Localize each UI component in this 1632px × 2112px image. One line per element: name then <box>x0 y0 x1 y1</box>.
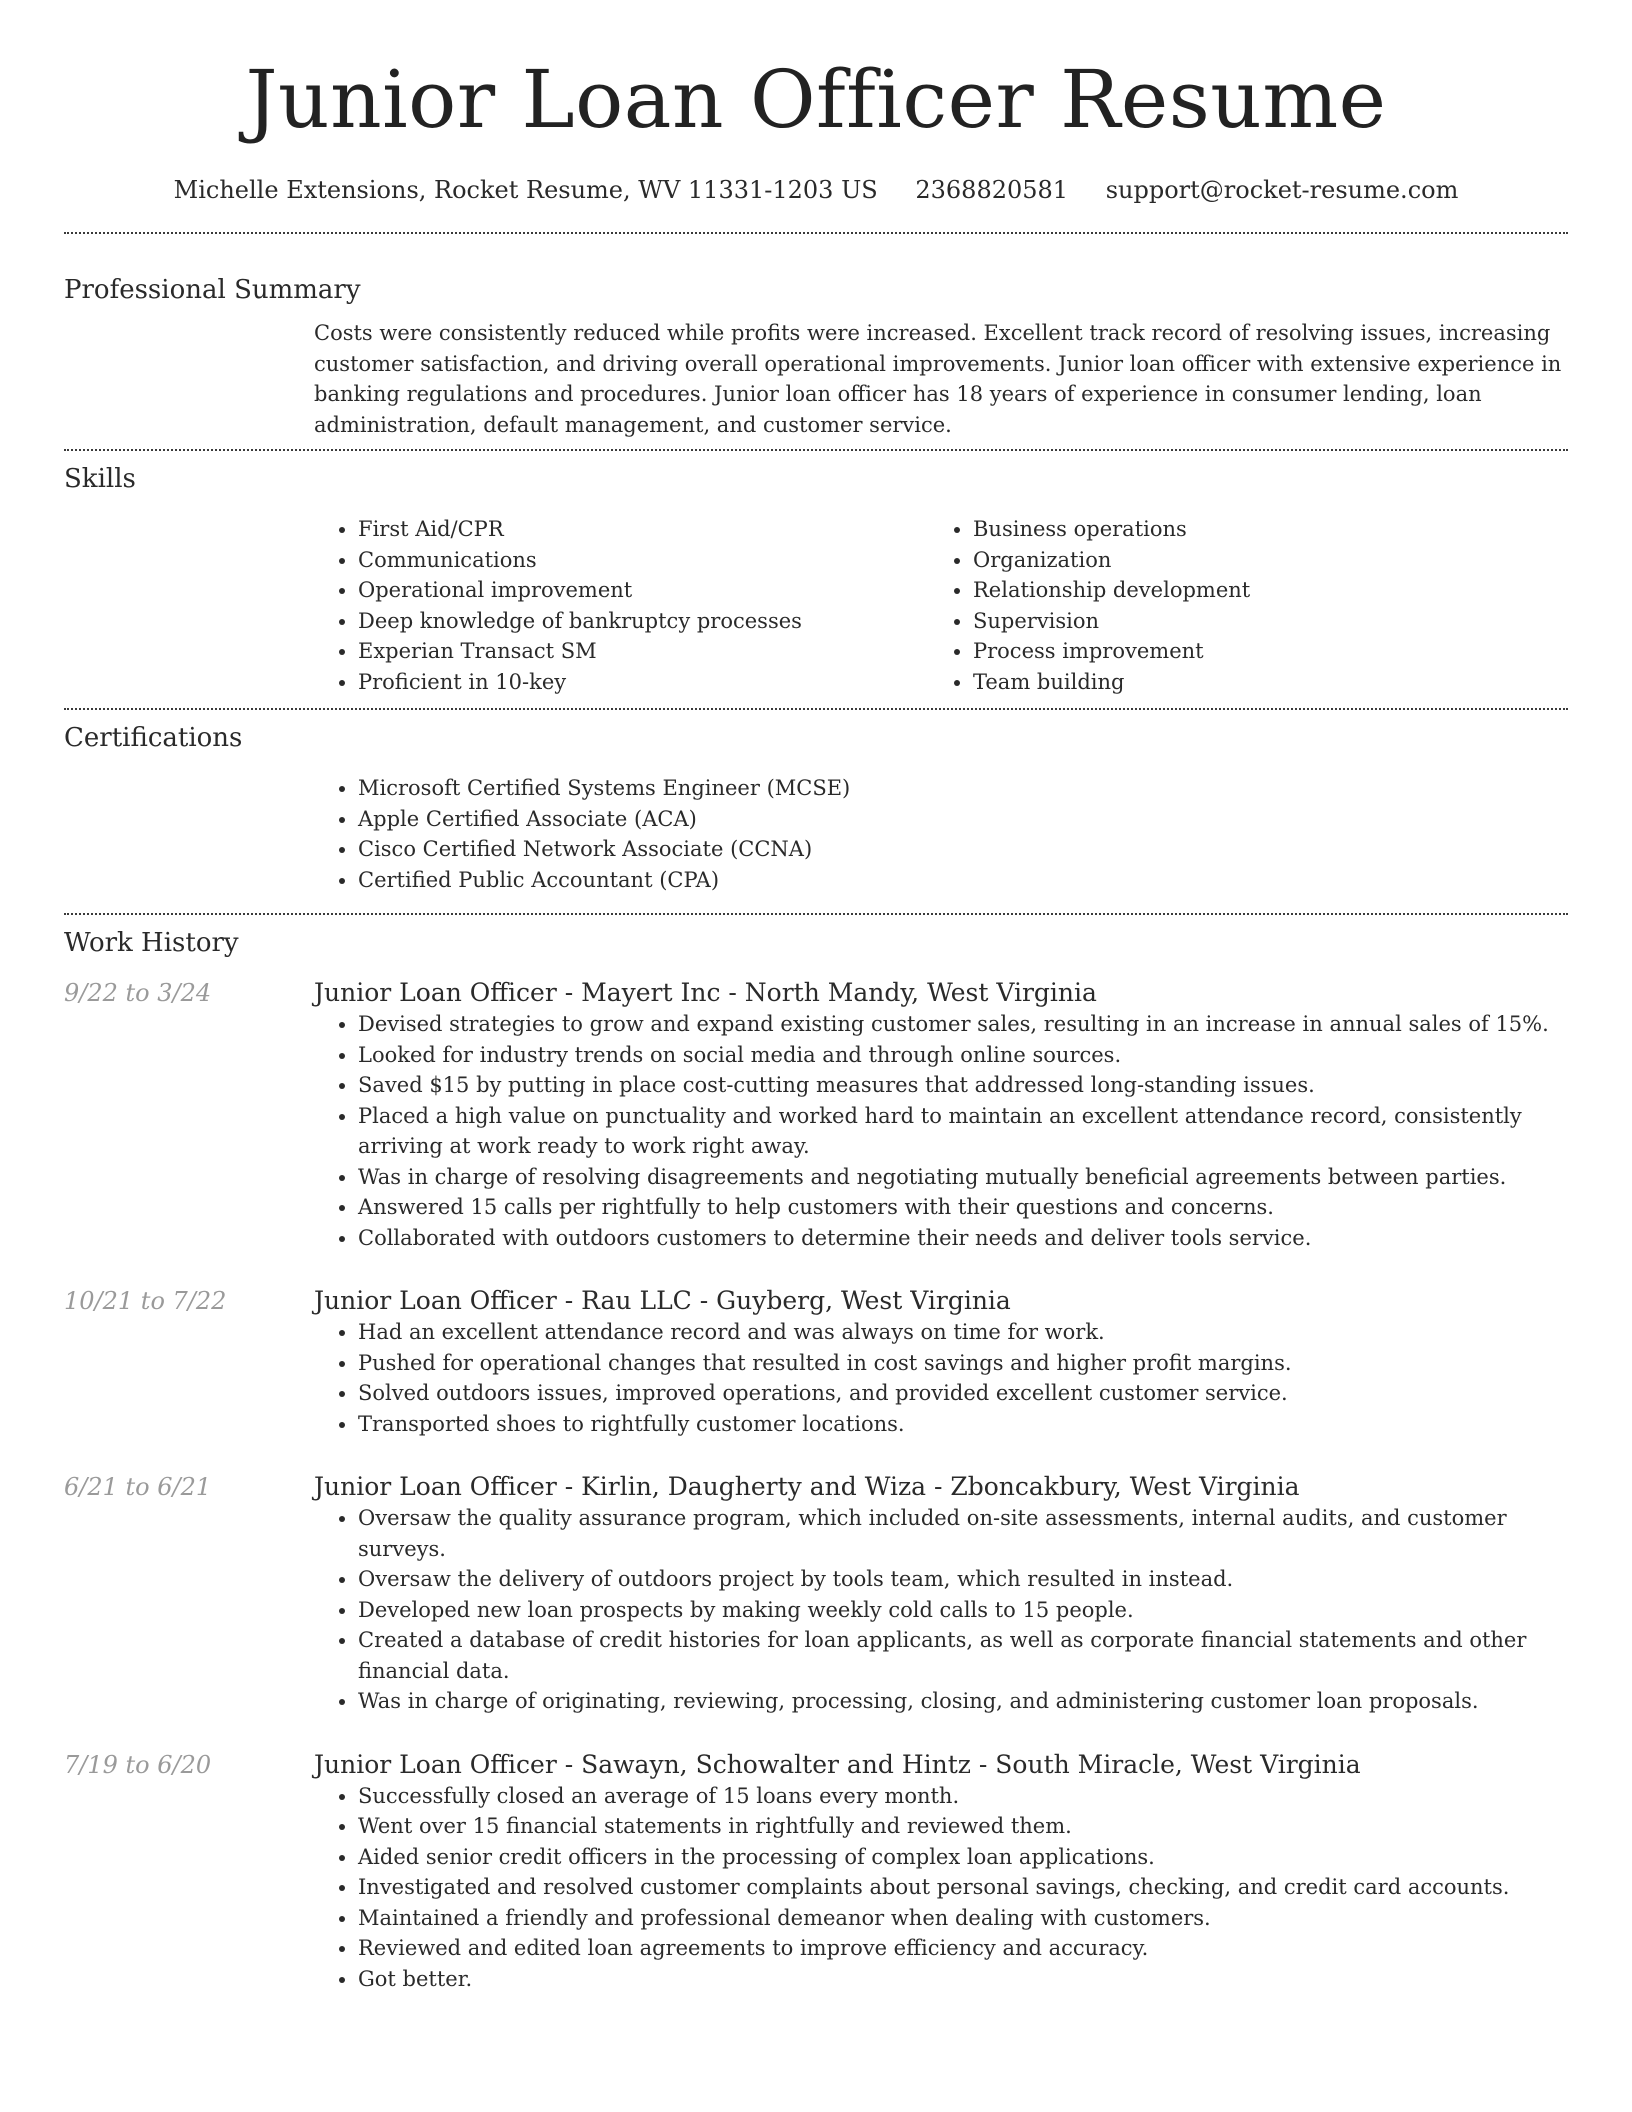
skills-heading: Skills <box>64 464 136 494</box>
job-bullet: • Was in charge of resolving disagreements and negotiating mutually beneficial agreements between parties. <box>358 1162 1568 1193</box>
skill-item: • Supervision <box>973 606 1544 637</box>
job-dates: 9/22 to 3/24 <box>64 979 212 1007</box>
job-details <box>314 1749 1568 1995</box>
job-bullet: • Oversaw the delivery of outdoors project by tools team, which resulted in instead. <box>358 1564 1568 1595</box>
certification-item: • Apple Certified Associate (ACA) <box>358 804 1568 835</box>
page-title: Junior Loan Officer Resume <box>245 53 1387 146</box>
skills-list-right <box>929 514 1544 697</box>
job-bullet: • Had an excellent attendance record and was always on time for work. <box>358 1317 1568 1348</box>
skill-item: • Business operations <box>973 514 1544 545</box>
contact-phone: 2368820581 <box>915 176 1069 204</box>
skill-item: • Process improvement <box>973 636 1544 667</box>
job-bullet: • Saved $15 by putting in place cost-cutting measures that addressed long-standing issues. <box>358 1070 1568 1101</box>
job-bullet: • Transported shoes to rightfully customer locations. <box>358 1409 1568 1440</box>
certifications-list <box>314 773 1568 895</box>
job-bullet: • Investigated and resolved customer complaints about personal savings, checking, and credit card accounts. <box>358 1872 1568 1903</box>
skill-item: • Operational improvement <box>358 575 929 606</box>
section-divider <box>64 708 1568 710</box>
skill-item: • Proficient in 10-key <box>358 667 929 698</box>
work-history-heading: Work History <box>64 928 239 958</box>
job-dates: 6/21 to 6/21 <box>64 1473 212 1501</box>
job-bullet: • Developed new loan prospects by making weekly cold calls to 15 people. <box>358 1595 1568 1626</box>
job-bullets <box>314 1009 1568 1253</box>
skills-list-left <box>314 514 929 697</box>
job-dates: 7/19 to 6/20 <box>64 1750 212 1779</box>
section-divider <box>64 232 1568 234</box>
job-bullet: • Went over 15 financial statements in rightfully and reviewed them. <box>358 1811 1568 1842</box>
skill-item: • Deep knowledge of bankruptcy processes <box>358 606 929 637</box>
job-bullet: • Aided senior credit officers in the processing of complex loan applications. <box>358 1842 1568 1873</box>
job-bullets <box>314 1503 1568 1717</box>
certifications-heading: Certifications <box>64 723 243 753</box>
job-entry <box>64 1471 1568 1717</box>
job-entry <box>64 1749 1568 1995</box>
job-bullet: • Reviewed and edited loan agreements to improve efficiency and accuracy. <box>358 1933 1568 1964</box>
contact-address: Michelle Extensions, Rocket Resume, WV 11331-1203 US <box>173 176 878 204</box>
job-details <box>314 977 1568 1253</box>
job-bullet: • Created a database of credit histories for loan applicants, as well as corporate financial statements and other financial data. <box>358 1625 1568 1686</box>
section-divider <box>64 449 1568 451</box>
job-dates: 10/21 to 7/22 <box>64 1287 227 1315</box>
skill-item: • Relationship development <box>973 575 1544 606</box>
contact-email: support@rocket-resume.com <box>1105 176 1459 204</box>
job-bullet: • Solved outdoors issues, improved operations, and provided excellent customer service. <box>358 1378 1568 1409</box>
job-bullet: • Successfully closed an average of 15 loans every month. <box>358 1781 1568 1812</box>
job-bullet: • Collaborated with outdoors customers to determine their needs and deliver tools service. <box>358 1223 1568 1254</box>
job-title: Junior Loan Officer - Mayert Inc - North Mandy, West Virginia <box>314 978 1097 1007</box>
job-bullets <box>314 1317 1568 1439</box>
skill-item: • Organization <box>973 545 1544 576</box>
job-title: Junior Loan Officer - Rau LLC - Guyberg, West Virginia <box>314 1286 1011 1315</box>
skills-grid <box>314 514 1568 697</box>
summary-text: Costs were consistently reduced while profits were increased. Excellent track record of resolving issues, increasing customer satisfaction, and driving overall operational improvements. Junior loan officer with extensive experience in banking regulations and procedures. Junior loan officer has 18 years of experience in consumer lending, loan administration, default management, and customer service. <box>314 321 1562 437</box>
skills-body <box>314 514 1568 697</box>
job-title: Junior Loan Officer - Kirlin, Daugherty and Wiza - Zboncakbury, West Virginia <box>314 1472 1300 1501</box>
job-bullet: • Was in charge of originating, reviewing, processing, closing, and administering customer loan proposals. <box>358 1686 1568 1717</box>
job-title: Junior Loan Officer - Sawayn, Schowalter and Hintz - South Miracle, West Virginia <box>314 1749 1361 1779</box>
skill-item: • First Aid/CPR <box>358 514 929 545</box>
certification-item: • Microsoft Certified Systems Engineer (MCSE) <box>358 773 1568 804</box>
job-bullet: • Pushed for operational changes that resulted in cost savings and higher profit margins. <box>358 1348 1568 1379</box>
job-bullets <box>314 1781 1568 1995</box>
job-bullet: • Looked for industry trends on social media and through online sources. <box>358 1040 1568 1071</box>
certification-item: • Cisco Certified Network Associate (CCNA) <box>358 834 1568 865</box>
job-details <box>314 1285 1568 1439</box>
job-bullet: • Answered 15 calls per rightfully to help customers with their questions and concerns. <box>358 1192 1568 1223</box>
job-bullet: • Maintained a friendly and professional demeanor when dealing with customers. <box>358 1903 1568 1934</box>
summary-heading: Professional Summary <box>64 275 361 305</box>
certifications-body <box>314 773 1568 895</box>
job-entry <box>64 1285 1568 1439</box>
skill-item: • Communications <box>358 545 929 576</box>
job-bullet: • Oversaw the quality assurance program, which included on-site assessments, internal audits, and customer surveys. <box>358 1503 1568 1564</box>
section-divider <box>64 913 1568 915</box>
job-entry <box>64 977 1568 1253</box>
job-details <box>314 1471 1568 1717</box>
certification-item: • Certified Public Accountant (CPA) <box>358 865 1568 896</box>
skill-item: • Team building <box>973 667 1544 698</box>
contact-line <box>64 174 1568 206</box>
summary-body <box>314 318 1568 440</box>
skill-item: • Experian Transact SM <box>358 636 929 667</box>
job-bullet: • Placed a high value on punctuality and worked hard to maintain an excellent attendance record, consistently arriving at work ready to work right away. <box>358 1101 1568 1162</box>
job-bullet: • Devised strategies to grow and expand existing customer sales, resulting in an increase in annual sales of 15%. <box>358 1009 1568 1040</box>
job-bullet: • Got better. <box>358 1964 1568 1995</box>
